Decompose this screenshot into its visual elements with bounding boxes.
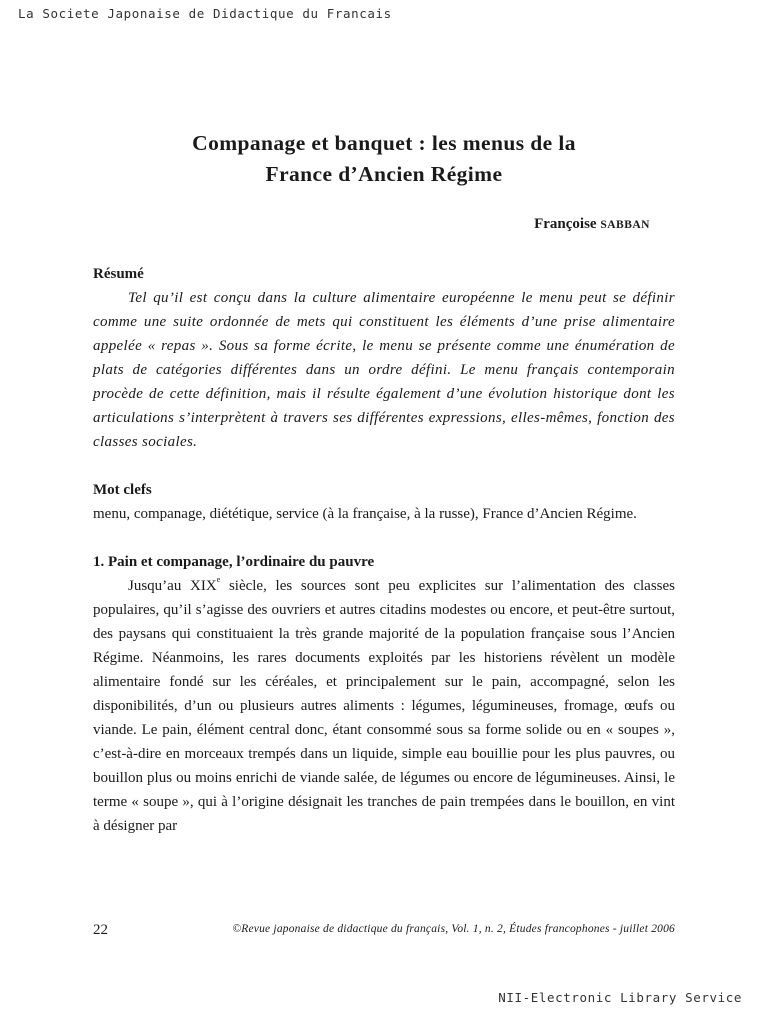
article-body: [93, 262, 675, 838]
article-title: [0, 128, 768, 190]
author: [534, 216, 650, 233]
author-last-name-initial: S: [600, 219, 608, 231]
section-1-text-start: Jusqu’au XIX: [128, 578, 217, 594]
spacer: [93, 526, 675, 550]
author-first-name: Françoise: [534, 216, 597, 232]
spacer: [93, 454, 675, 478]
page-number: 22: [93, 922, 108, 938]
title-line-2: France d’Ancien Régime: [265, 162, 503, 186]
abstract-heading: Résumé: [93, 266, 144, 282]
source-header: La Societe Japonaise de Didactique du Francais: [18, 6, 392, 21]
author-last-name: [600, 219, 650, 231]
journal-citation: ©Revue japonaise de didactique du français, Vol. 1, n. 2, Études francophones - juillet 2006: [232, 923, 675, 935]
keywords-text: menu, companage, diététique, service (à la française, à la russe), France d’Ancien Régime.: [93, 506, 637, 522]
library-service-footer: NII-Electronic Library Service: [498, 990, 742, 1005]
title-line-1: Companage et banquet : les menus de la: [192, 131, 576, 155]
section-1-text: [93, 574, 675, 838]
century-superscript: e: [216, 575, 221, 584]
section-1-heading: 1. Pain et companage, l’ordinaire du pauvre: [93, 554, 375, 570]
author-last-name-rest: ABBAN: [607, 219, 650, 231]
section-1-text-rest: siècle, les sources sont peu explicites sur l’alimentation des classes populaires, qu’il s’agisse des ouvriers et autres citadins modestes ou encore, et peut-être surtout, des paysans qui constituaient la très grande majorité de la population française sous l’Ancien Régime. Néanmoins, les rares documents exploités par les historiens révèlent un modèle alimentaire fondé sur les céréales, et principalement sur le pain, accompagné, selon les disponibilités, d’un ou plusieurs autres aliments : légumes, légumineuses, fromage, œufs ou viande. Le pain, élément central donc, étant consommé sous sa forme solide ou en « soupes », c’est-à-dire en morceaux trempés dans un liquide, simple eau bouillie pour les plus pauvres, ou bouillon plus ou moins enrichi de viande salée, de légumes ou encore de légumineuses. Ainsi, le terme « soupe », qui à l’origine désignait les tranches de pain trempées dans le bouillon, en vint à désigner par: [93, 578, 675, 834]
keywords-heading: Mot clefs: [93, 482, 152, 498]
abstract-text: Tel qu’il est conçu dans la culture alimentaire européenne le menu peut se définir comme une suite ordonnée de mets qui constituent les éléments d’une prise alimentaire appelée « repas ». Sous sa forme écrite, le menu se présente comme une énumération de plats de catégories différentes dans un ordre défini. Le menu français contemporain procède de cette définition, mais il résulte également d’une évolution historique dont les articulations s’interprètent à travers ses différentes expressions, elles-mêmes, fonction des classes sociales.: [93, 290, 675, 450]
